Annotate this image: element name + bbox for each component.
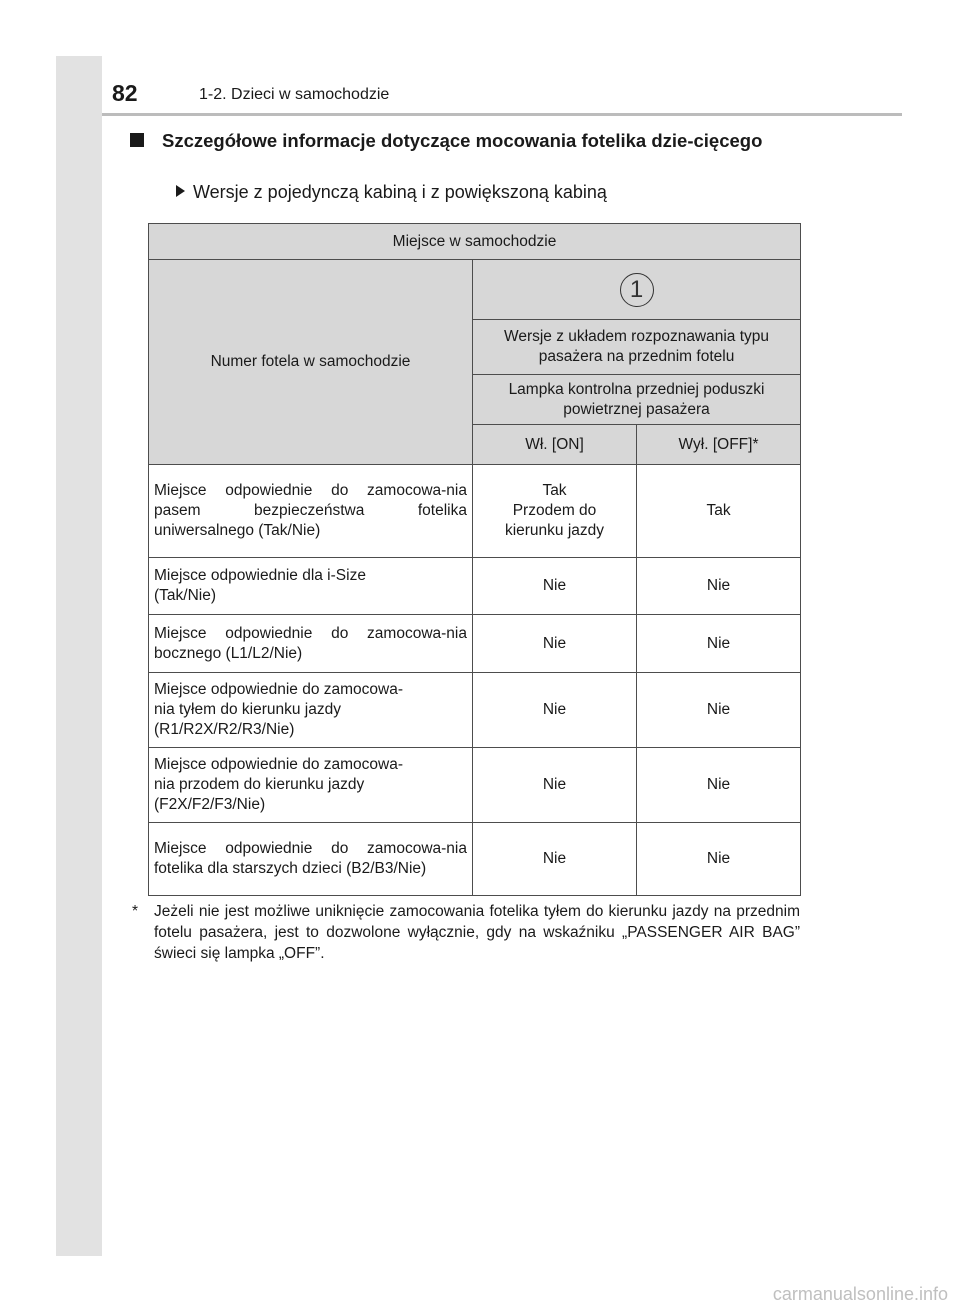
- row-label: Miejsce odpowiednie do zamocowa- nia tyłem do kierunku jazdy (R1/R2X/R2/R3/Nie): [149, 673, 473, 748]
- watermark: carmanualsonline.info: [772, 1284, 948, 1304]
- row-label: Miejsce odpowiednie dla i-Size (Tak/Nie): [149, 558, 473, 615]
- column-off-header: Wył. [OFF]*: [637, 425, 801, 465]
- airbag-lamp-label: Lampka kontrolna przedniej poduszki powietrznej pasażera: [473, 375, 801, 425]
- version-label: Wersje z układem rozpoznawania typu pasażera na przednim fotelu: [473, 320, 801, 375]
- row-label: Miejsce odpowiednie do zamocowa-nia fotelika dla starszych dzieci (B2/B3/Nie): [149, 823, 473, 896]
- table-row: [149, 673, 801, 748]
- header-divider: [102, 113, 902, 116]
- row-value-on: Nie: [473, 673, 637, 748]
- table-row: [149, 823, 801, 896]
- page-number: 82: [112, 80, 138, 106]
- row-value-off: Nie: [637, 823, 801, 896]
- table-row: [149, 748, 801, 823]
- seat-position-number: 1: [620, 273, 654, 307]
- triangle-bullet-icon: [176, 185, 185, 197]
- row-label: Miejsce odpowiednie do zamocowa- nia przodem do kierunku jazdy (F2X/F2/F3/Nie): [149, 748, 473, 823]
- row-value-off: Tak: [637, 465, 801, 558]
- row-label: Miejsce odpowiednie do zamocowa-nia bocznego (L1/L2/Nie): [149, 615, 473, 673]
- table-row: [149, 558, 801, 615]
- footnote-text: Jeżeli nie jest możliwe uniknięcie zamocowania fotelika tyłem do kierunku jazdy na przednim fotelu pasażera, jest to dozwolone wyłącznie, gdy na wskaźniku „PASSENGER AIR BAG” świeci się lampka „OFF”.: [154, 903, 800, 962]
- row-value-on: Nie: [473, 748, 637, 823]
- row-label: Miejsce odpowiednie do zamocowa-nia pasem bezpieczeństwa fotelika uniwersalnego (Tak/Nie): [149, 465, 473, 558]
- square-bullet-icon: [130, 133, 144, 147]
- table-row: [149, 615, 801, 673]
- row-value-on: Nie: [473, 558, 637, 615]
- seat-number-label: Numer fotela w samochodzie: [149, 260, 473, 465]
- section-heading: [130, 128, 802, 153]
- row-value-off: Nie: [637, 748, 801, 823]
- subheading: [176, 180, 607, 204]
- section-title: 1-2. Dzieci w samochodzie: [199, 86, 390, 103]
- row-value-on: Nie: [473, 823, 637, 896]
- row-value-off: Nie: [637, 615, 801, 673]
- row-value-off: Nie: [637, 673, 801, 748]
- heading-text: Szczegółowe informacje dotyczące mocowania fotelika dzie-cięcego: [162, 130, 763, 151]
- side-strip: [56, 56, 102, 1256]
- column-on-header: Wł. [ON]: [473, 425, 637, 465]
- footnote: [132, 901, 800, 964]
- footnote-marker: *: [132, 903, 139, 920]
- row-value-on: Nie: [473, 615, 637, 673]
- table-row: [149, 465, 801, 558]
- seat-compatibility-table: [148, 223, 801, 896]
- seat-position-cell: [473, 260, 801, 320]
- table-top-header: Miejsce w samochodzie: [149, 224, 801, 260]
- row-value-on: Tak Przodem do kierunku jazdy: [473, 465, 637, 558]
- row-value-off: Nie: [637, 558, 801, 615]
- subheading-text: Wersje z pojedynczą kabiną i z powiększoną kabiną: [193, 182, 607, 202]
